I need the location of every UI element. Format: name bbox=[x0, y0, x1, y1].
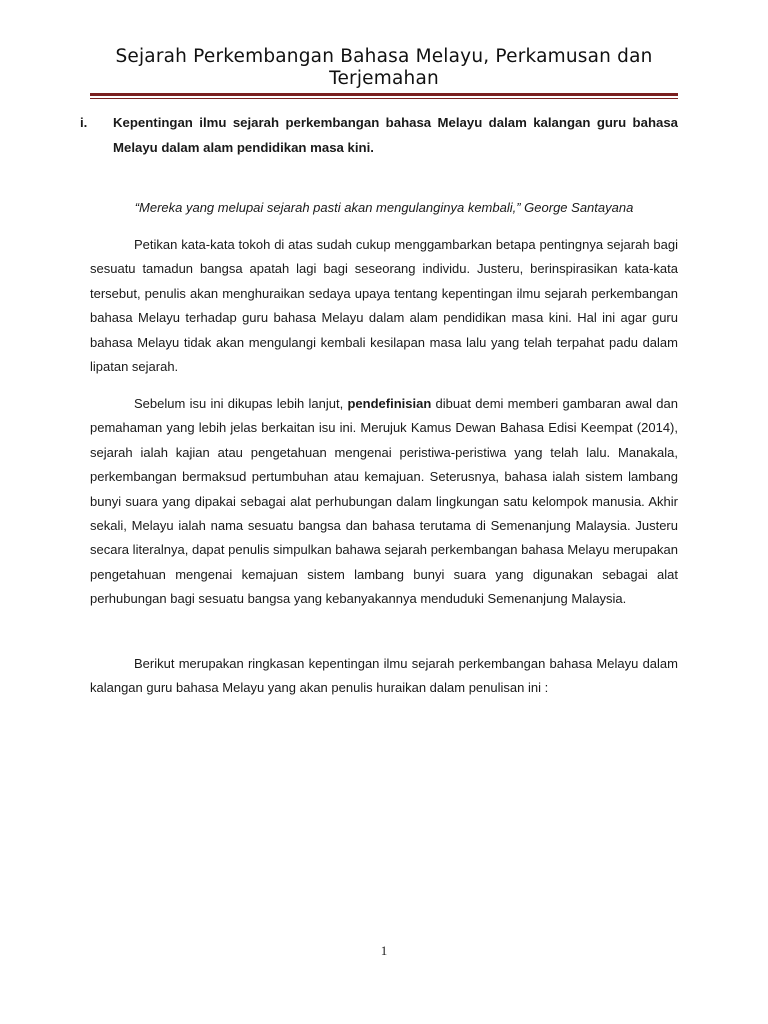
paragraph-2 bbox=[90, 392, 678, 612]
paragraph-2-bold-term: pendefinisian bbox=[347, 396, 432, 411]
paragraph-3: Berikut merupakan ringkasan kepentingan ilmu sejarah perkembangan bahasa Melayu dalam kalangan guru bahasa Melayu yang akan penulis huraikan dalam penulisan ini : bbox=[90, 656, 678, 696]
document-header bbox=[90, 46, 678, 90]
header-rule-thick bbox=[90, 93, 678, 96]
section-heading-text: Kepentingan ilmu sejarah perkembangan bahasa Melayu dalam kalangan guru bahasa Melayu dalam alam pendidikan masa kini. bbox=[113, 115, 678, 155]
epigraph-quote: “Mereka yang melupai sejarah pasti akan mengulanginya kembali,” George Santayana bbox=[134, 200, 634, 215]
paragraph-1: Petikan kata-kata tokoh di atas sudah cukup menggambarkan betapa pentingnya sejarah bagi sesuatu tamadun bangsa apatah lagi bagi seseorang individu. Justeru, berinspirasikan kata-kata tersebut, penulis akan menghuraikan sedaya upaya tentang kepentingan ilmu sejarah perkembangan bahasa Melayu terhadap guru bahasa Melayu dalam alam pendidikan masa kini. Hal ini agar guru bahasa Melayu tidak akan mengulangi kembali kesilapan masa lalu yang telah terpahat padu dalam lipatan sejarah. bbox=[90, 237, 678, 375]
section-number: i. bbox=[80, 115, 88, 130]
page-number: 1 bbox=[380, 943, 388, 958]
document-title: Sejarah Perkembangan Bahasa Melayu, Perkamusan dan Terjemahan bbox=[115, 46, 653, 89]
section-heading bbox=[80, 110, 678, 160]
paragraph-2-rest: dibuat demi memberi gambaran awal dan pemahaman yang lebih jelas berkaitan isu ini. Merujuk Kamus Dewan Bahasa Edisi Keempat (2014), sejarah ialah kajian atau pengetahuan mengenai peristiwa-peristiwa yang telah lalu. Manakala, perkembangan bermaksud pertumbuhan atau kemajuan. Seterusnya, bahasa ialah sistem lambang bunyi suara yang dipakai sebagai alat perhubungan dalam lingkungan satu kelompok manusia. Akhir sekali, Melayu ialah nama sesuatu bangsa dan bahasa terutama di Semenanjung Malaysia. Justeru secara literalnya, dapat penulis simpulkan bahawa sejarah perkembangan bahasa Melayu merupakan pengetahuan mengenai kemajuan sistem lambang bunyi suara yang digunakan sebagai alat perhubungan bagi sesuatu bangsa yang kebanyakannya menduduki Semenanjung Malaysia. bbox=[90, 396, 678, 607]
header-rule-thin bbox=[90, 98, 678, 99]
paragraph-2-lead: Sebelum isu ini dikupas lebih lanjut, bbox=[134, 396, 344, 411]
